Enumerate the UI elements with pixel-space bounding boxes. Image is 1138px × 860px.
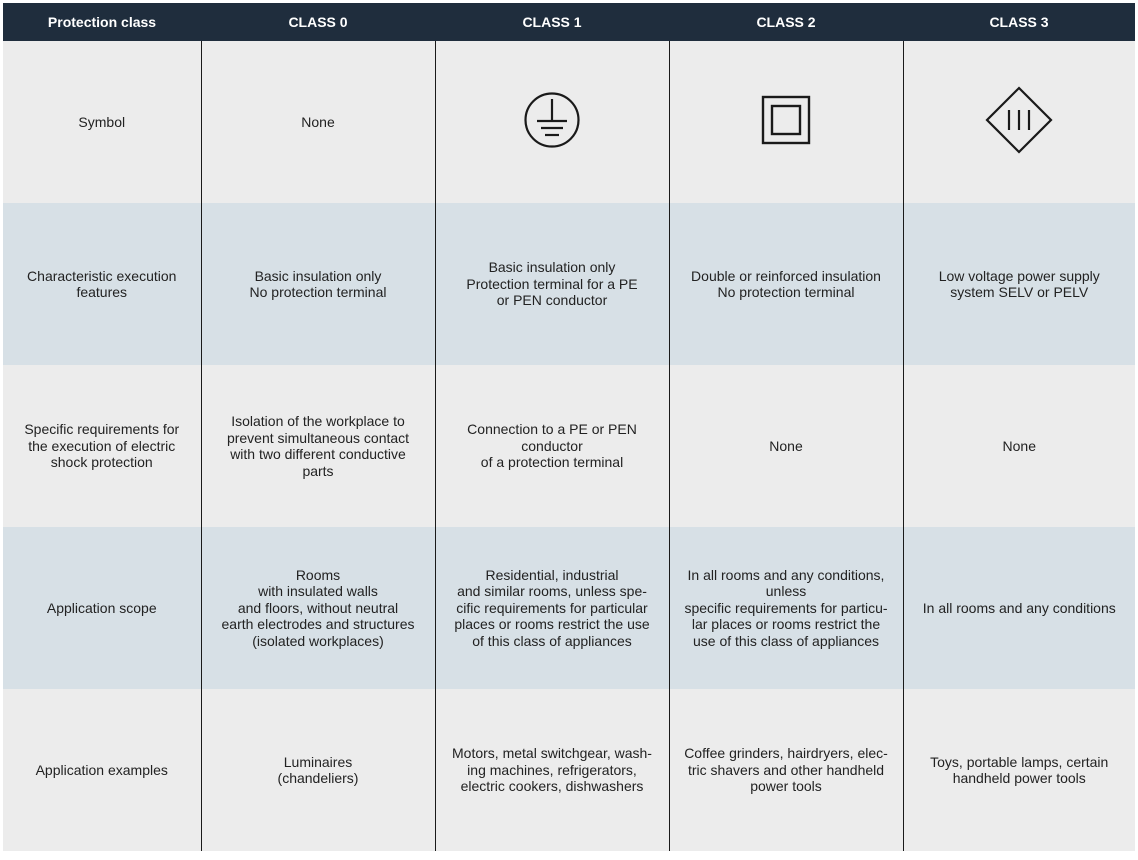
row-label-text: Symbol (78, 113, 126, 130)
cell-class-0 (201, 689, 435, 851)
cell-class-0 (201, 203, 435, 365)
cell-text: Low voltage power supply system SELV or PELV (938, 267, 1100, 300)
cell-class-3 (903, 203, 1135, 365)
cell-text: Motors, metal switchgear, wash- ing machines, refrigerators, electric cookers, dishwashers (452, 745, 652, 795)
cell-text: Connection to a PE or PEN conductor of a protection terminal (467, 421, 637, 471)
cell-class-1 (435, 41, 669, 203)
header-class-0: CLASS 0 (201, 3, 435, 41)
cell-class-3 (903, 365, 1135, 527)
cell-text: None (1002, 437, 1036, 454)
cell-class-2 (669, 527, 903, 689)
cell-text: In all rooms and any conditions (922, 599, 1116, 616)
row-label-text: Specific requirements for the execution of electric shock protection (24, 421, 180, 471)
row-label-text: Characteristic execution features (27, 267, 177, 300)
table-row-characteristic-features (3, 203, 1135, 365)
table-header-row (3, 3, 1135, 41)
header-class-1: CLASS 1 (435, 3, 669, 41)
earth-ground-symbol-icon (523, 91, 581, 153)
row-label (3, 203, 201, 365)
cell-text: Basic insulation only Protection terminal for a PE or PEN conductor (466, 259, 638, 309)
protection-class-table-container (3, 3, 1135, 855)
cell-text: Isolation of the workplace to prevent simultaneous contact with two different conductive parts (226, 413, 410, 479)
cell-class-1 (435, 203, 669, 365)
row-label (3, 365, 201, 527)
cell-class-3 (903, 527, 1135, 689)
header-class-2: CLASS 2 (669, 3, 903, 41)
row-label (3, 689, 201, 851)
table-row-specific-requirements (3, 365, 1135, 527)
cell-text: In all rooms and any conditions, unless specific requirements for particu- lar places or rooms restrict the use of this class of appliances (684, 566, 888, 649)
cell-text: Rooms with insulated walls and floors, without neutral earth electrodes and structures (isolated workplaces) (221, 566, 415, 649)
row-label (3, 527, 201, 689)
cell-text: None (769, 437, 803, 454)
cell-class-0 (201, 527, 435, 689)
cell-class-2 (669, 41, 903, 203)
header-protection-class: Protection class (3, 3, 201, 41)
row-label (3, 41, 201, 203)
row-label-text: Application examples (35, 761, 168, 778)
diamond-three-bars-icon (985, 86, 1053, 158)
double-square-insulation-icon (761, 95, 811, 149)
cell-text: Coffee grinders, hairdryers, elec- tric shavers and other handheld power tools (684, 745, 888, 795)
cell-class-0 (201, 41, 435, 203)
row-label-text: Application scope (46, 599, 157, 616)
cell-class-2 (669, 689, 903, 851)
cell-class-1 (435, 365, 669, 527)
cell-text: Residential, industrial and similar rooms, unless spe- cific requirements for particular places or rooms restrict the use of this class of appliances (454, 566, 650, 649)
cell-text: Toys, portable lamps, certain handheld power tools (930, 753, 1109, 786)
cell-text: Basic insulation only No protection terminal (249, 267, 387, 300)
cell-class-2 (669, 365, 903, 527)
cell-class-0 (201, 365, 435, 527)
cell-text: None (301, 113, 335, 130)
cell-class-2 (669, 203, 903, 365)
cell-class-1 (435, 527, 669, 689)
cell-text: Luminaires (chandeliers) (277, 753, 359, 786)
cell-class-3 (903, 41, 1135, 203)
cell-text: Double or reinforced insulation No protection terminal (691, 267, 881, 300)
cell-class-1 (435, 689, 669, 851)
cell-class-3 (903, 689, 1135, 851)
table-row-application-examples (3, 689, 1135, 851)
header-class-3: CLASS 3 (903, 3, 1135, 41)
table-row-symbol (3, 41, 1135, 203)
table-row-application-scope (3, 527, 1135, 689)
protection-class-table (3, 3, 1135, 851)
